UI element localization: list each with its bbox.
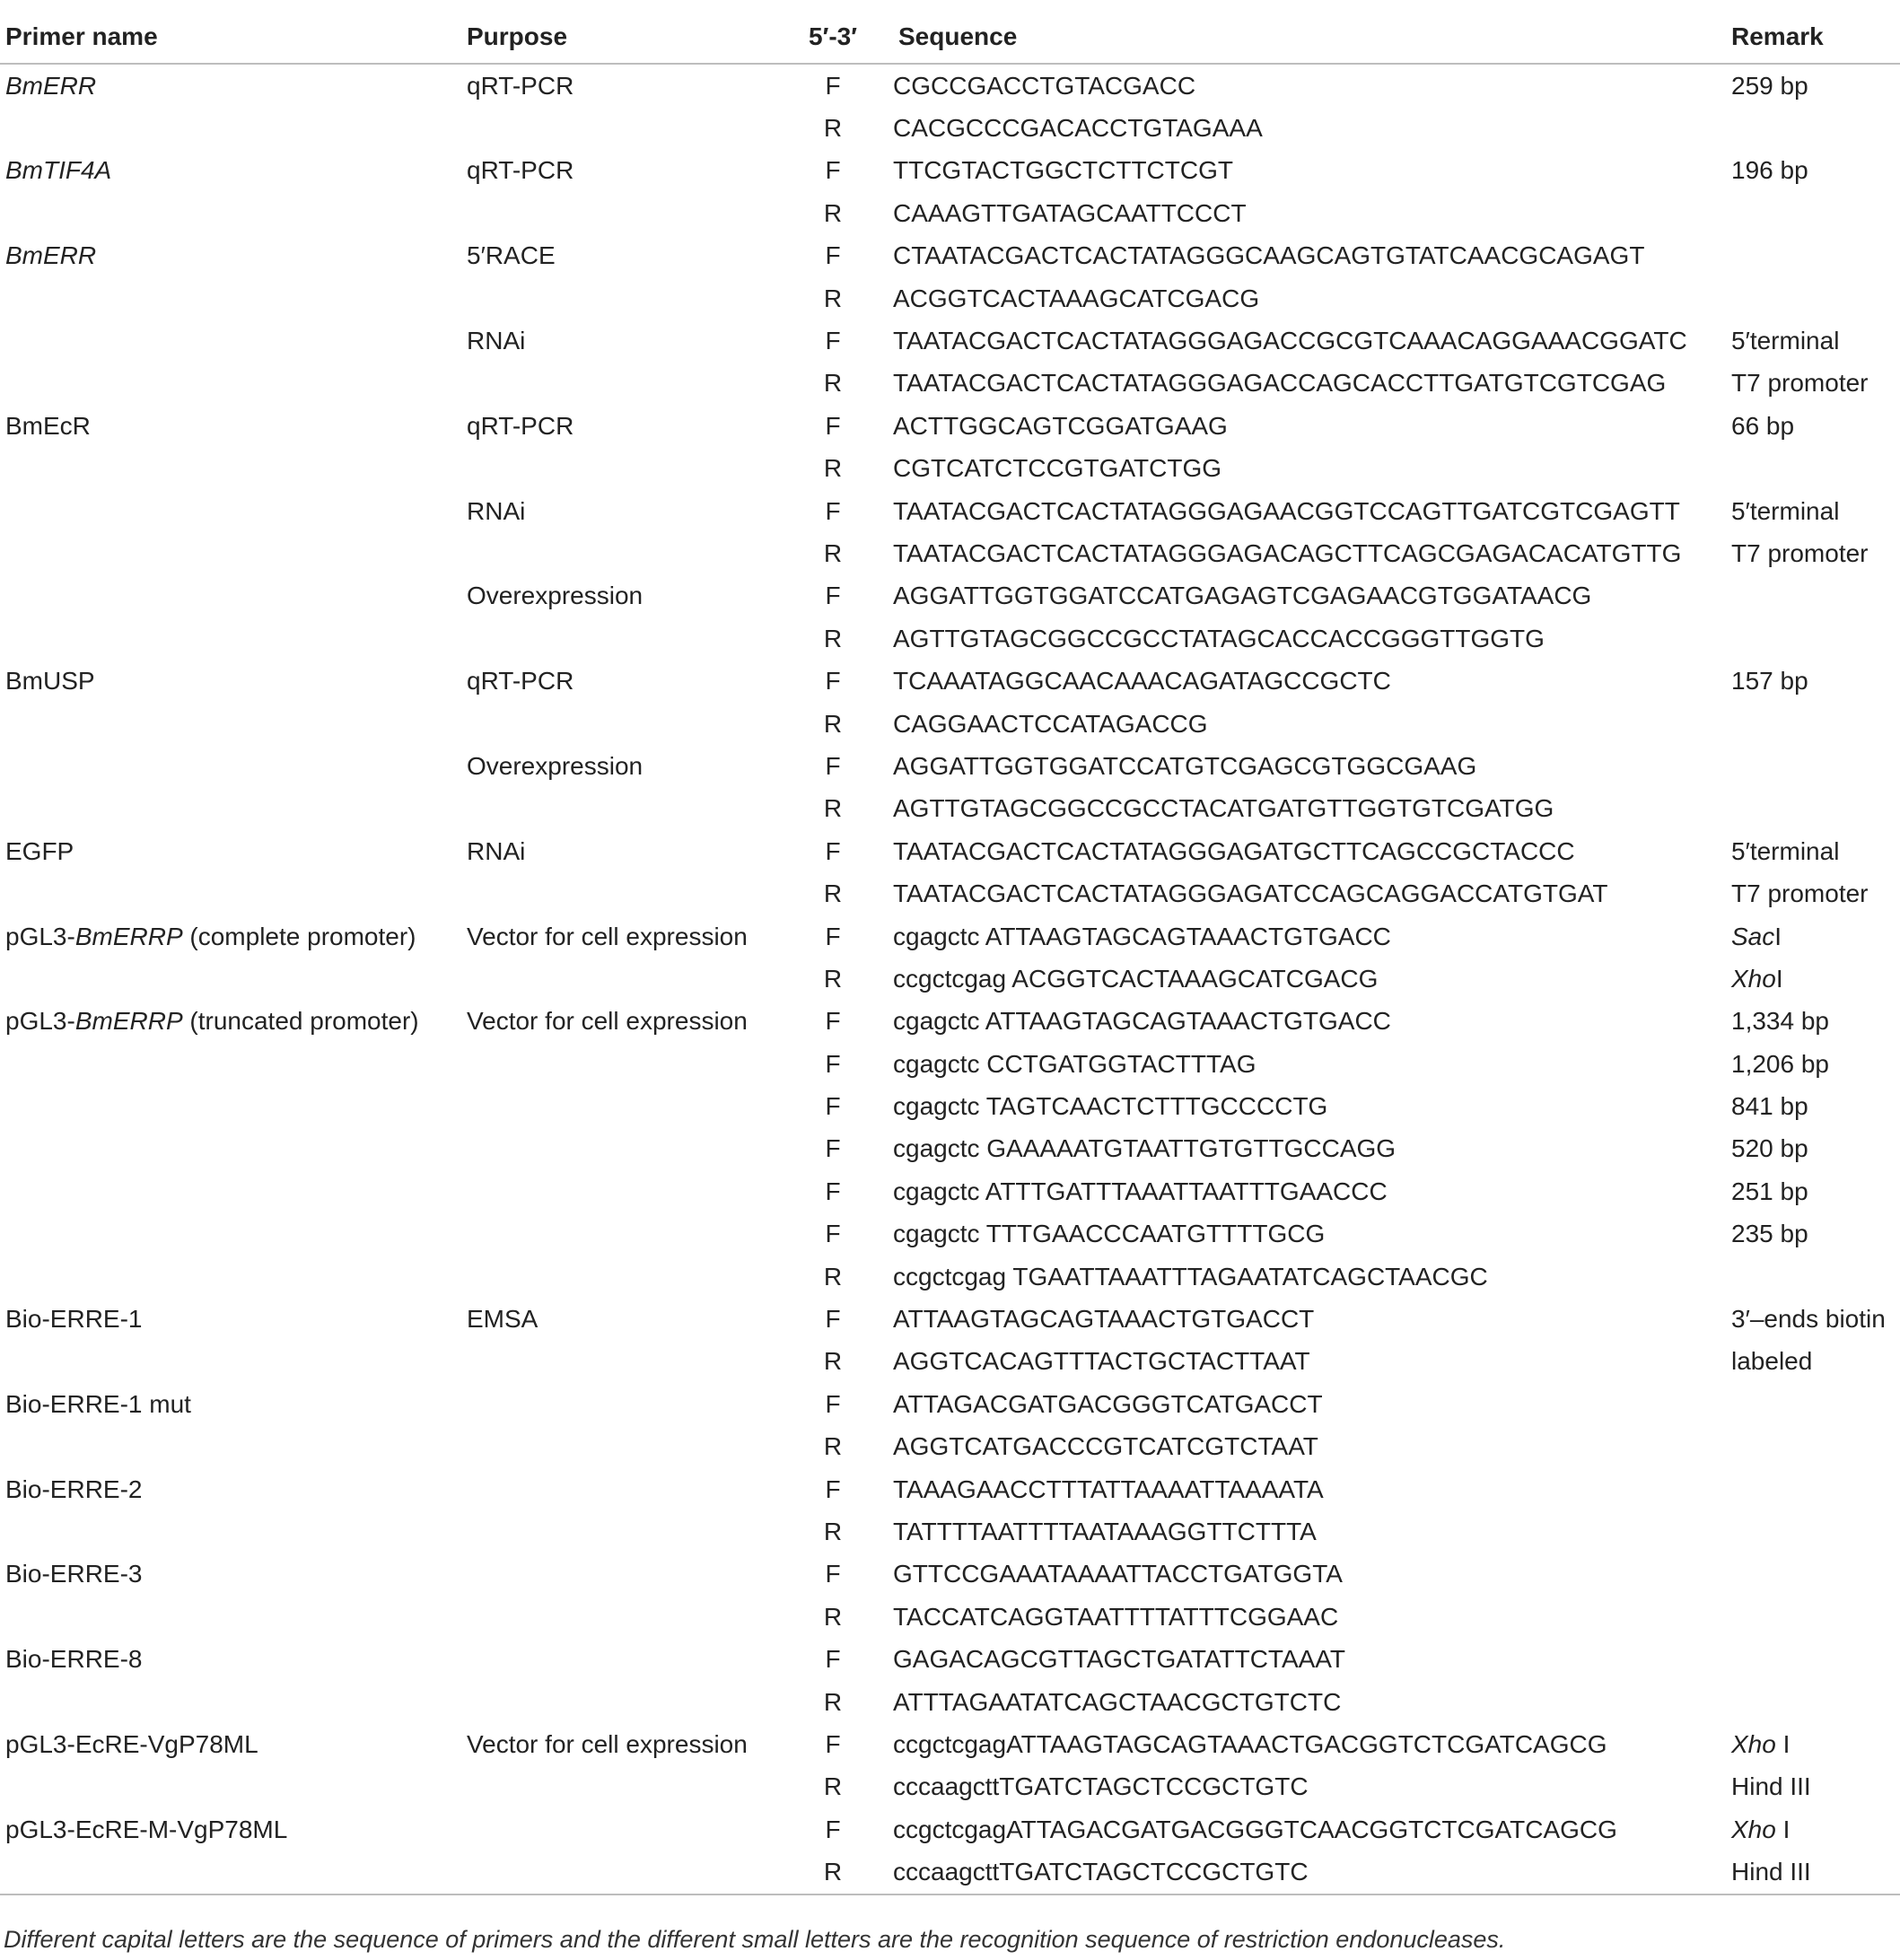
cell-direction: R bbox=[823, 454, 843, 483]
cell-sequence: TAATACGACTCACTATAGGGAGATGCTTCAGCCGCTACCC bbox=[893, 836, 1575, 865]
cell-remark: 157 bp bbox=[1731, 667, 1808, 696]
cell-remark bbox=[1726, 1681, 1900, 1723]
cell-primer-name bbox=[0, 1341, 461, 1383]
cell-direction: F bbox=[825, 327, 841, 355]
cell-direction: F bbox=[825, 1134, 841, 1163]
header-direction: 5′-3′ bbox=[773, 11, 893, 64]
table-header-row bbox=[0, 11, 1900, 64]
table-row bbox=[0, 915, 1900, 958]
table-row bbox=[0, 277, 1900, 319]
cell-direction: R bbox=[823, 284, 843, 312]
table-row bbox=[0, 575, 1900, 617]
primer-name-text: BmEcR bbox=[5, 411, 91, 440]
cell-purpose bbox=[461, 958, 773, 1000]
cell-remark bbox=[1726, 958, 1900, 1000]
cell-sequence: CGCCGACCTGTACGACC bbox=[893, 71, 1196, 100]
cell-sequence: AGGATTGGTGGATCCATGTCGAGCGTGGCGAAG bbox=[893, 751, 1477, 780]
cell-purpose bbox=[461, 1256, 773, 1298]
cell-primer-name bbox=[0, 830, 461, 872]
cell-direction: R bbox=[823, 1687, 843, 1716]
cell-remark: Hind III bbox=[1726, 1851, 1900, 1894]
table-row bbox=[0, 958, 1900, 1000]
cell-direction: R bbox=[823, 879, 843, 908]
cell-sequence: TAATACGACTCACTATAGGGAGACAGCTTCAGCGAGACACATGTTG bbox=[893, 538, 1682, 567]
primer-name-text: EGFP bbox=[5, 836, 74, 865]
cell-purpose bbox=[461, 1085, 773, 1127]
cell-purpose bbox=[461, 872, 773, 914]
cell-primer-name bbox=[0, 1510, 461, 1553]
primer-gene-name: BmERRP bbox=[74, 922, 183, 950]
cell-purpose bbox=[461, 1128, 773, 1170]
cell-remark: T7 promoter bbox=[1731, 369, 1869, 398]
cell-sequence: GTTCCGAAATAAAATTACCTGATGGTA bbox=[893, 1560, 1343, 1588]
cell-direction: R bbox=[823, 794, 843, 823]
cell-primer-name bbox=[0, 1298, 461, 1340]
cell-purpose bbox=[461, 1341, 773, 1383]
table-row bbox=[0, 1808, 1900, 1851]
cell-purpose bbox=[461, 1213, 773, 1256]
table-row bbox=[0, 703, 1900, 745]
table-footnote: Different capital letters are the sequence of primers and the different small letters are the recognition sequence of restriction endonucleases. bbox=[4, 1926, 1506, 1953]
cell-sequence: ACGGTCACTAAAGCATCGACG bbox=[893, 284, 1260, 312]
primer-gene-name: BmERR bbox=[5, 71, 97, 100]
table-row bbox=[0, 1170, 1900, 1212]
cell-primer-name bbox=[0, 1213, 461, 1256]
remark-enzyme-name: Xho bbox=[1731, 964, 1776, 993]
primer-name-text: Bio-ERRE-1 mut bbox=[5, 1389, 191, 1418]
table-row bbox=[0, 1723, 1900, 1765]
cell-primer-name bbox=[0, 1808, 461, 1851]
cell-direction: R bbox=[823, 964, 843, 993]
cell-purpose bbox=[461, 1638, 773, 1680]
cell-remark: Hind III bbox=[1731, 1772, 1811, 1801]
cell-sequence: ccgctcgag TGAATTAAATTTAGAATATCAGCTAACGC bbox=[893, 1262, 1488, 1291]
table-row bbox=[0, 1766, 1900, 1808]
cell-sequence: cgagctc CCTGATGGTACTTTAG bbox=[893, 1049, 1256, 1078]
cell-primer-name bbox=[0, 703, 461, 745]
cell-sequence: cgagctc TAGTCAACTCTTTGCCCCTG bbox=[893, 1092, 1328, 1121]
cell-direction: F bbox=[825, 1815, 841, 1843]
cell-purpose bbox=[461, 107, 773, 149]
cell-purpose bbox=[461, 1681, 773, 1723]
cell-primer-name bbox=[0, 319, 461, 362]
table-row bbox=[0, 1001, 1900, 1043]
cell-primer-name bbox=[0, 405, 461, 447]
cell-remark: 841 bp bbox=[1731, 1092, 1808, 1121]
table-row bbox=[0, 1510, 1900, 1553]
cell-sequence: TAATACGACTCACTATAGGGAGAACGGTCCAGTTGATCGTCGAGTT bbox=[893, 496, 1680, 525]
table-row bbox=[0, 150, 1900, 192]
table-row bbox=[0, 1596, 1900, 1638]
cell-primer-name bbox=[0, 788, 461, 830]
table-row bbox=[0, 1043, 1900, 1085]
cell-purpose bbox=[461, 1170, 773, 1212]
cell-purpose bbox=[461, 277, 773, 319]
cell-direction: R bbox=[823, 709, 843, 738]
primer-gene-name: BmTIF4A bbox=[5, 156, 112, 185]
table-row bbox=[0, 107, 1900, 149]
remark-enzyme-name: Sac bbox=[1731, 922, 1775, 950]
remark-enzyme-suffix: I bbox=[1775, 1729, 1791, 1758]
cell-sequence: CAAAGTTGATAGCAATTCCCT bbox=[893, 198, 1247, 227]
cell-sequence: CACGCCCGACACCTGTAGAAA bbox=[893, 114, 1263, 143]
cell-direction: F bbox=[825, 582, 841, 610]
cell-sequence: AGGATTGGTGGATCCATGAGAGTCGAGAACGTGGATAACG bbox=[893, 582, 1592, 610]
primer-name-prefix: pGL3- bbox=[5, 922, 75, 950]
cell-remark bbox=[1726, 1596, 1900, 1638]
table-row bbox=[0, 1128, 1900, 1170]
cell-remark: 251 bp bbox=[1731, 1177, 1808, 1205]
table-row bbox=[0, 1553, 1900, 1596]
cell-purpose: qRT-PCR bbox=[467, 71, 574, 100]
cell-direction: F bbox=[825, 496, 841, 525]
cell-remark bbox=[1726, 1468, 1900, 1510]
cell-remark bbox=[1726, 1553, 1900, 1596]
cell-purpose: 5′RACE bbox=[467, 241, 556, 270]
cell-sequence: cgagctc ATTTGATTTAAATTAATTTGAACCC bbox=[893, 1177, 1388, 1205]
table-row bbox=[0, 745, 1900, 787]
primer-name-text: BmUSP bbox=[5, 667, 95, 696]
cell-purpose bbox=[461, 1851, 773, 1894]
cell-primer-name bbox=[0, 1085, 461, 1127]
primer-name-text: Bio-ERRE-1 bbox=[5, 1305, 143, 1334]
cell-direction: F bbox=[825, 667, 841, 696]
cell-remark bbox=[1726, 1808, 1900, 1851]
remark-enzyme-suffix: I bbox=[1775, 964, 1783, 993]
table-row bbox=[0, 490, 1900, 532]
cell-primer-name bbox=[0, 107, 461, 149]
table-row bbox=[0, 660, 1900, 702]
primer-name-text: (truncated promoter) bbox=[182, 1007, 419, 1036]
cell-sequence: AGGTCACAGTTTACTGCTACTTAAT bbox=[893, 1347, 1310, 1376]
cell-sequence: ccgctcgag ACGGTCACTAAAGCATCGACG bbox=[893, 964, 1379, 993]
table-row bbox=[0, 1638, 1900, 1680]
cell-purpose bbox=[461, 1553, 773, 1596]
cell-sequence: CGTCATCTCCGTGATCTGG bbox=[893, 454, 1222, 483]
cell-purpose bbox=[461, 532, 773, 574]
cell-primer-name bbox=[0, 1596, 461, 1638]
cell-primer-name bbox=[0, 1426, 461, 1468]
cell-direction: F bbox=[825, 1007, 841, 1036]
cell-purpose: Vector for cell expression bbox=[467, 1729, 748, 1758]
cell-remark: labeled bbox=[1731, 1347, 1813, 1376]
cell-sequence: TAATACGACTCACTATAGGGAGACCAGCACCTTGATGTCGTCGAG bbox=[893, 369, 1667, 398]
cell-sequence: TACCATCAGGTAATTTTATTTCGGAAC bbox=[893, 1602, 1339, 1631]
cell-primer-name bbox=[0, 1723, 461, 1765]
table-row bbox=[0, 617, 1900, 660]
cell-purpose bbox=[461, 1596, 773, 1638]
table-row bbox=[0, 1851, 1900, 1894]
cell-primer-name bbox=[0, 1553, 461, 1596]
cell-direction: F bbox=[825, 1092, 841, 1121]
primer-name-text: Bio-ERRE-8 bbox=[5, 1645, 143, 1674]
cell-primer-name bbox=[0, 192, 461, 234]
table-row bbox=[0, 363, 1900, 405]
cell-direction: R bbox=[823, 1347, 843, 1376]
cell-direction: R bbox=[823, 1772, 843, 1801]
cell-sequence: cccaagcttTGATCTAGCTCCGCTGTC bbox=[893, 1851, 1726, 1894]
table-row bbox=[0, 1468, 1900, 1510]
cell-purpose bbox=[461, 1808, 773, 1851]
cell-primer-name bbox=[0, 1170, 461, 1212]
table-row bbox=[0, 1298, 1900, 1340]
cell-remark: 1,334 bp bbox=[1731, 1007, 1829, 1036]
cell-remark bbox=[1726, 1723, 1900, 1765]
cell-remark: 5′terminal bbox=[1731, 496, 1840, 525]
cell-direction: F bbox=[825, 1177, 841, 1205]
cell-sequence: TATTTTAATTTTAATAAAGGTTCTTTA bbox=[893, 1517, 1317, 1545]
cell-purpose: Overexpression bbox=[467, 582, 644, 610]
cell-remark: 259 bp bbox=[1731, 71, 1808, 100]
cell-direction: R bbox=[823, 114, 843, 143]
cell-primer-name bbox=[0, 1851, 461, 1894]
cell-sequence: AGTTGTAGCGGCCGCCTACATGATGTTGGTGTCGATGG bbox=[893, 794, 1554, 823]
primer-name-text: (complete promoter) bbox=[182, 922, 416, 950]
cell-purpose bbox=[461, 703, 773, 745]
cell-remark: 196 bp bbox=[1731, 156, 1808, 185]
cell-remark bbox=[1726, 277, 1900, 319]
cell-remark: 1,206 bp bbox=[1731, 1049, 1829, 1078]
cell-sequence: ACTTGGCAGTCGGATGAAG bbox=[893, 411, 1228, 440]
cell-primer-name bbox=[0, 235, 461, 277]
cell-remark: T7 promoter bbox=[1731, 538, 1869, 567]
table-row bbox=[0, 1256, 1900, 1298]
cell-direction: F bbox=[825, 1389, 841, 1418]
cell-sequence: cgagctc GAAAAATGTAATTGTGTTGCCAGG bbox=[893, 1134, 1397, 1163]
cell-direction: R bbox=[823, 369, 843, 398]
cell-direction: F bbox=[825, 241, 841, 270]
cell-purpose bbox=[461, 1766, 773, 1808]
cell-sequence: TCAAATAGGCAACAAACAGATAGCCGCTC bbox=[893, 667, 1391, 696]
remark-enzyme-suffix: I bbox=[1774, 922, 1782, 950]
cell-direction: F bbox=[825, 1049, 841, 1078]
cell-direction: R bbox=[823, 624, 843, 652]
cell-remark: 5′terminal bbox=[1731, 327, 1840, 355]
cell-purpose: Vector for cell expression bbox=[467, 922, 748, 950]
cell-primer-name bbox=[0, 1383, 461, 1425]
table-row bbox=[0, 235, 1900, 277]
cell-purpose: RNAi bbox=[467, 836, 526, 865]
cell-primer-name bbox=[0, 277, 461, 319]
cell-direction: R bbox=[823, 1432, 843, 1461]
cell-direction: R bbox=[823, 1602, 843, 1631]
cell-remark bbox=[1726, 745, 1900, 787]
cell-purpose: qRT-PCR bbox=[467, 156, 574, 185]
cell-purpose bbox=[461, 448, 773, 490]
remark-enzyme-name: Xho bbox=[1731, 1815, 1776, 1843]
cell-sequence: CTAATACGACTCACTATAGGGCAAGCAGTGTATCAACGCAGAGT bbox=[893, 241, 1645, 270]
cell-remark: 5′terminal bbox=[1731, 836, 1840, 865]
cell-purpose: qRT-PCR bbox=[467, 667, 574, 696]
table-row bbox=[0, 1426, 1900, 1468]
primer-name-text: Bio-ERRE-3 bbox=[5, 1560, 143, 1588]
remark-enzyme-name: Xho bbox=[1731, 1729, 1776, 1758]
cell-sequence: TAATACGACTCACTATAGGGAGATCCAGCAGGACCATGTGAT bbox=[893, 879, 1608, 908]
cell-sequence: cgagctc TTTGAACCCAATGTTTTGCG bbox=[893, 1220, 1326, 1248]
header-remark: Remark bbox=[1726, 11, 1900, 64]
cell-purpose bbox=[461, 1468, 773, 1510]
cell-purpose bbox=[461, 363, 773, 405]
cell-remark bbox=[1726, 1510, 1900, 1553]
cell-sequence: cgagctc ATTAAGTAGCAGTAAACTGTGACC bbox=[893, 922, 1391, 950]
cell-direction: F bbox=[825, 156, 841, 185]
cell-purpose: qRT-PCR bbox=[467, 411, 574, 440]
cell-sequence: AGGTCATGACCCGTCATCGTCTAAT bbox=[893, 1432, 1318, 1461]
cell-remark bbox=[1726, 1383, 1900, 1425]
cell-direction: F bbox=[825, 71, 841, 100]
cell-sequence: TAAAGAACCTTTATTAAAATTAAAATA bbox=[893, 1474, 1324, 1503]
cell-sequence: ccgctcgagATTAAGTAGCAGTAAACTGACGGTCTCGATCAGCG bbox=[893, 1729, 1607, 1758]
cell-remark bbox=[1726, 915, 1900, 958]
header-primer-name: Primer name bbox=[0, 11, 461, 64]
primer-name-text: pGL3-EcRE-VgP78ML bbox=[5, 1729, 258, 1758]
cell-sequence: TTCGTACTGGCTCTTCTCGT bbox=[893, 156, 1233, 185]
cell-purpose bbox=[461, 617, 773, 660]
table-row bbox=[0, 788, 1900, 830]
cell-direction: F bbox=[825, 411, 841, 440]
cell-purpose bbox=[461, 1043, 773, 1085]
cell-sequence: AGTTGTAGCGGCCGCCTATAGCACCACCGGGTTGGTG bbox=[893, 624, 1545, 652]
cell-remark: T7 promoter bbox=[1731, 879, 1869, 908]
cell-primer-name bbox=[0, 1001, 461, 1043]
cell-primer-name bbox=[0, 1468, 461, 1510]
cell-primer-name bbox=[0, 150, 461, 192]
table-row bbox=[0, 1085, 1900, 1127]
cell-direction: F bbox=[825, 1305, 841, 1334]
cell-sequence: CAGGAACTCCATAGACCG bbox=[893, 709, 1208, 738]
cell-purpose: RNAi bbox=[467, 327, 526, 355]
cell-primer-name bbox=[0, 660, 461, 702]
cell-remark bbox=[1726, 1256, 1900, 1298]
cell-purpose: RNAi bbox=[467, 496, 526, 525]
table-row bbox=[0, 532, 1900, 574]
cell-remark bbox=[1726, 703, 1900, 745]
cell-remark bbox=[1726, 1426, 1900, 1468]
primer-gene-name: BmERR bbox=[5, 241, 97, 270]
primer-name-text: Bio-ERRE-2 bbox=[5, 1474, 143, 1503]
cell-primer-name bbox=[0, 745, 461, 787]
cell-remark: 66 bp bbox=[1731, 411, 1795, 440]
table-row bbox=[0, 1213, 1900, 1256]
table-row bbox=[0, 319, 1900, 362]
cell-direction: F bbox=[825, 1220, 841, 1248]
cell-remark bbox=[1726, 1638, 1900, 1680]
cell-remark bbox=[1726, 788, 1900, 830]
cell-sequence: ccgctcgagATTAGACGATGACGGGTCAACGGTCTCGATCAGCG bbox=[893, 1815, 1617, 1843]
cell-direction: F bbox=[825, 1474, 841, 1503]
cell-purpose: EMSA bbox=[467, 1305, 538, 1334]
cell-purpose bbox=[461, 788, 773, 830]
header-purpose: Purpose bbox=[461, 11, 773, 64]
cell-purpose bbox=[461, 1383, 773, 1425]
cell-sequence: TAATACGACTCACTATAGGGAGACCGCGTCAAACAGGAAACGGATC bbox=[893, 327, 1687, 355]
table-row bbox=[0, 830, 1900, 872]
cell-primer-name bbox=[0, 575, 461, 617]
cell-primer-name bbox=[0, 448, 461, 490]
cell-sequence: ATTAGACGATGACGGGTCATGACCT bbox=[893, 1389, 1323, 1418]
cell-primer-name bbox=[0, 1681, 461, 1723]
cell-primer-name bbox=[0, 1638, 461, 1680]
primer-gene-name: BmERRP bbox=[74, 1007, 183, 1036]
primer-name-text: pGL3-EcRE-M-VgP78ML bbox=[5, 1815, 288, 1843]
cell-primer-name bbox=[0, 1766, 461, 1808]
cell-purpose bbox=[461, 1510, 773, 1553]
table-row bbox=[0, 1383, 1900, 1425]
table-row bbox=[0, 64, 1900, 107]
remark-enzyme-suffix: I bbox=[1775, 1815, 1791, 1843]
cell-remark: 520 bp bbox=[1731, 1134, 1808, 1163]
cell-primer-name bbox=[0, 532, 461, 574]
cell-remark bbox=[1726, 575, 1900, 617]
cell-direction: R bbox=[773, 1851, 893, 1894]
table-row bbox=[0, 1341, 1900, 1383]
cell-purpose: Vector for cell expression bbox=[467, 1007, 748, 1036]
cell-purpose bbox=[461, 1426, 773, 1468]
cell-sequence: cccaagcttTGATCTAGCTCCGCTGTC bbox=[893, 1772, 1309, 1801]
cell-remark bbox=[1726, 235, 1900, 277]
cell-direction: R bbox=[823, 198, 843, 227]
cell-remark bbox=[1726, 617, 1900, 660]
cell-remark: 3′–ends biotin bbox=[1731, 1305, 1886, 1334]
cell-remark bbox=[1726, 107, 1900, 149]
cell-purpose bbox=[461, 192, 773, 234]
cell-sequence: cgagctc ATTAAGTAGCAGTAAACTGTGACC bbox=[893, 1007, 1391, 1036]
cell-primer-name bbox=[0, 1128, 461, 1170]
cell-direction: R bbox=[823, 1517, 843, 1545]
cell-primer-name bbox=[0, 490, 461, 532]
cell-remark bbox=[1726, 192, 1900, 234]
table-row bbox=[0, 872, 1900, 914]
cell-direction: F bbox=[825, 1729, 841, 1758]
cell-primer-name bbox=[0, 617, 461, 660]
table-row bbox=[0, 405, 1900, 447]
table-row bbox=[0, 448, 1900, 490]
cell-primer-name bbox=[0, 915, 461, 958]
cell-direction: F bbox=[825, 922, 841, 950]
cell-direction: R bbox=[823, 538, 843, 567]
cell-primer-name bbox=[0, 1256, 461, 1298]
cell-direction: F bbox=[825, 1560, 841, 1588]
cell-sequence: ATTTAGAATATCAGCTAACGCTGTCTC bbox=[893, 1687, 1342, 1716]
table-row bbox=[0, 1681, 1900, 1723]
primer-name-prefix: pGL3- bbox=[5, 1007, 75, 1036]
cell-direction: R bbox=[823, 1262, 843, 1291]
cell-sequence: ATTAAGTAGCAGTAAACTGTGACCT bbox=[893, 1305, 1315, 1334]
cell-primer-name bbox=[0, 958, 461, 1000]
primer-table bbox=[0, 11, 1900, 1895]
cell-primer-name bbox=[0, 363, 461, 405]
cell-direction: F bbox=[825, 1645, 841, 1674]
table-row bbox=[0, 192, 1900, 234]
header-sequence: Sequence bbox=[893, 11, 1726, 64]
cell-remark bbox=[1726, 448, 1900, 490]
cell-primer-name bbox=[0, 872, 461, 914]
cell-remark: 235 bp bbox=[1731, 1220, 1808, 1248]
cell-purpose: Overexpression bbox=[467, 751, 644, 780]
cell-direction: F bbox=[825, 751, 841, 780]
cell-primer-name bbox=[0, 1043, 461, 1085]
cell-direction: F bbox=[825, 836, 841, 865]
cell-primer-name bbox=[0, 64, 461, 107]
cell-sequence: GAGACAGCGTTAGCTGATATTCTAAAT bbox=[893, 1645, 1345, 1674]
table-body bbox=[0, 64, 1900, 1894]
